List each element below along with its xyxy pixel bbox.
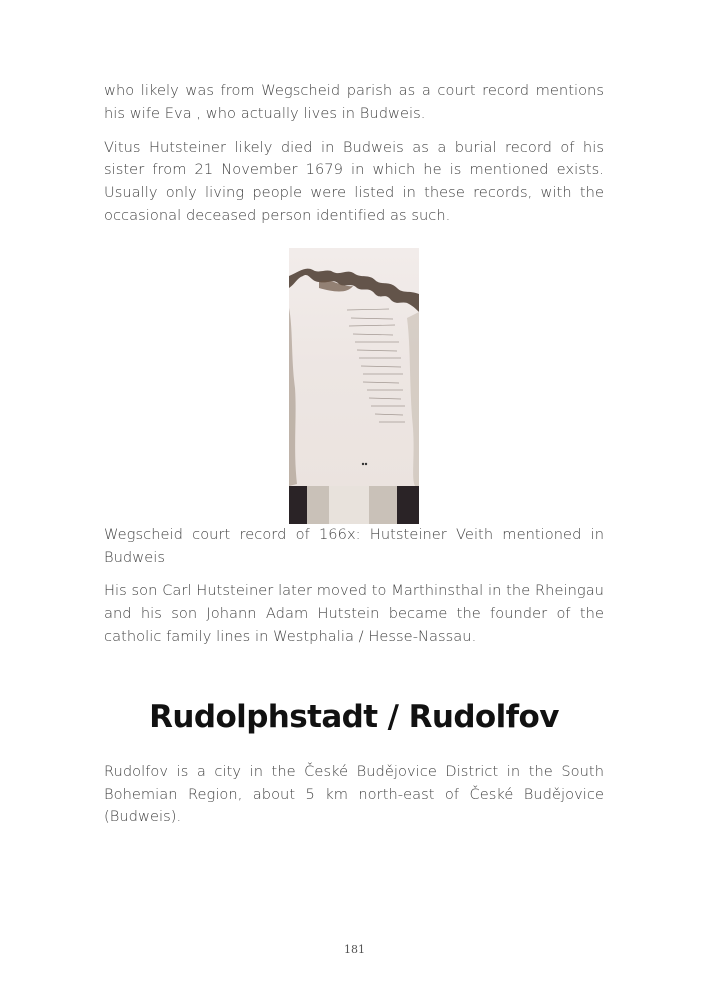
page-number: 181 xyxy=(344,943,365,956)
paragraph-vitus-death: Vitus Hutsteiner likely died in Budweis as a burial record of his sister from 21 November 1679 in which he is mentioned exists. Usually only living people were listed in these records, with the occasional deceased person identified as such. xyxy=(104,138,604,224)
figure-caption: Wegscheid court record of 166x: Hutsteiner Veith mentioned in Budweis xyxy=(104,525,604,566)
paragraph-rudolfov: Rudolfov is a city in the České Budějovice District in the South Bohemian Region, about 5 km north-east of České Budějovice (Budweis). xyxy=(104,762,604,826)
paragraph-carl-hutsteiner: His son Carl Hutsteiner later moved to Marthinsthal in the Rheingau and his son Johann Adam Hutstein became the founder of the catholic family lines in Westphalia / Hesse-Nassau. xyxy=(104,582,604,645)
paragraph-wife-eva: who likely was from Wegscheid parish as a court record mentions his wife Eva , who actually lives in Budweis. xyxy=(104,82,604,122)
court-record-photo xyxy=(289,248,419,524)
page-content xyxy=(104,80,604,840)
section-heading: Rudolphstadt / Rudolfov xyxy=(149,698,559,735)
burnt-document-illustration xyxy=(289,248,419,524)
